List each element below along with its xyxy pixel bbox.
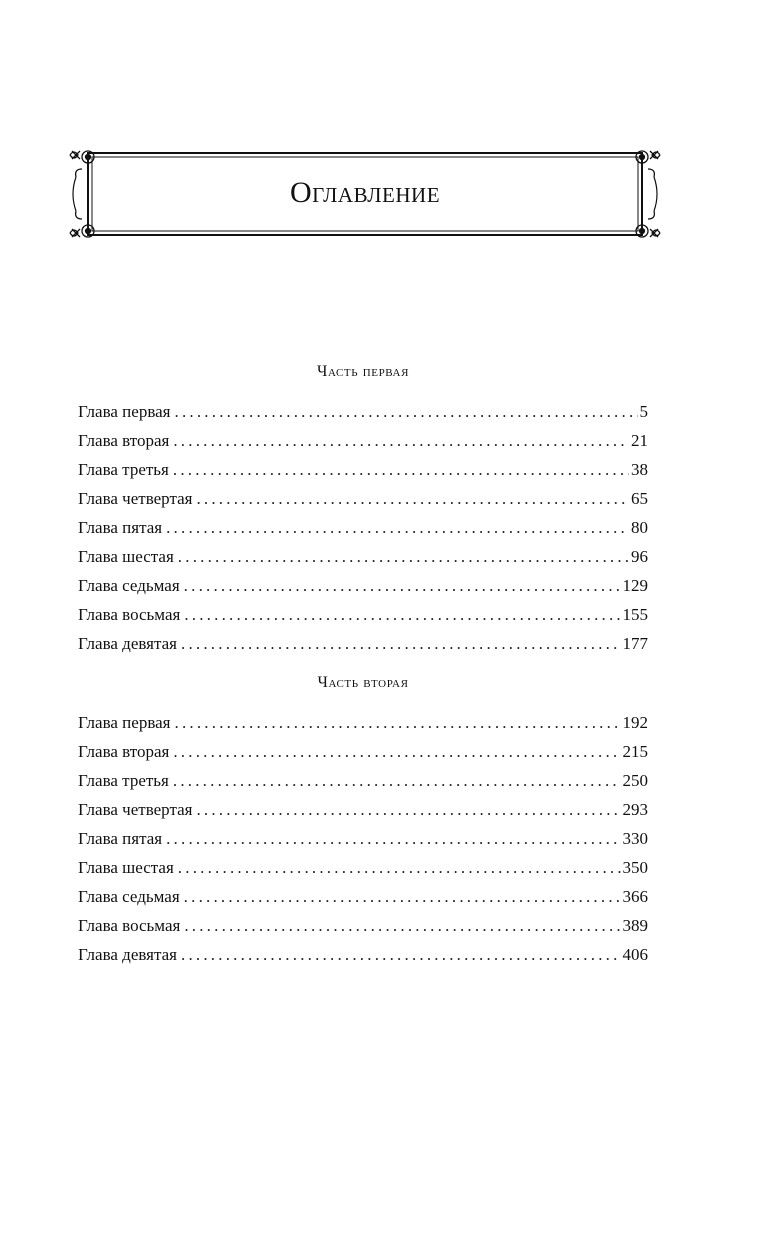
chapter-title: Глава вторая: [78, 742, 170, 761]
dot-leader: [166, 513, 629, 542]
toc-entry[interactable]: [78, 853, 648, 882]
toc-entry[interactable]: [78, 484, 648, 513]
chapter-title: Глава девятая: [78, 945, 177, 964]
toc-entry[interactable]: [78, 426, 648, 455]
page-number: 5: [639, 402, 648, 421]
page-number: 366: [622, 887, 648, 906]
toc-entry[interactable]: [78, 571, 648, 600]
ornament-corner-icon: [70, 211, 94, 237]
toc-entry[interactable]: [78, 882, 648, 911]
dot-leader: [184, 882, 621, 911]
page-number: 406: [622, 945, 648, 964]
dot-leader: [181, 940, 621, 969]
dot-leader: [173, 455, 629, 484]
toc-entry[interactable]: [78, 542, 648, 571]
chapter-title: Глава четвертая: [78, 489, 193, 508]
dot-leader: [166, 824, 620, 853]
toc-entry[interactable]: [78, 600, 648, 629]
toc-entry[interactable]: [78, 708, 648, 737]
chapter-title: Глава шестая: [78, 858, 174, 877]
page-number: 96: [631, 547, 648, 566]
toc-part-2: [78, 672, 648, 969]
page-number: 177: [622, 634, 648, 653]
dot-leader: [178, 542, 629, 571]
page-number: 250: [622, 771, 648, 790]
page-number: 330: [622, 829, 648, 848]
toc-entry[interactable]: [78, 455, 648, 484]
chapter-title: Глава шестая: [78, 547, 174, 566]
toc-list: [78, 397, 648, 658]
chapter-title: Глава пятая: [78, 829, 163, 848]
dot-leader: [173, 766, 621, 795]
chapter-title: Глава восьмая: [78, 916, 181, 935]
page-number: 21: [631, 431, 648, 450]
dot-leader: [196, 795, 620, 824]
toc-entry[interactable]: [78, 629, 648, 658]
page-number: 155: [622, 605, 648, 624]
toc-entry[interactable]: [78, 737, 648, 766]
page-number: 350: [622, 858, 648, 877]
page-number: 80: [631, 518, 648, 537]
title-frame: [68, 147, 662, 241]
dot-leader: [173, 426, 629, 455]
page-number: 293: [622, 800, 648, 819]
page-number: 215: [622, 742, 648, 761]
part-heading: Часть первая: [316, 363, 410, 380]
chapter-title: Глава третья: [78, 771, 169, 790]
dot-leader: [184, 571, 621, 600]
chapter-title: Глава девятая: [78, 634, 177, 653]
chapter-title: Глава первая: [78, 402, 171, 421]
toc-list: [78, 708, 648, 969]
dot-leader: [178, 853, 621, 882]
toc-entry[interactable]: [78, 513, 648, 542]
page-number: 38: [631, 460, 648, 479]
toc-entry[interactable]: [78, 397, 648, 426]
dot-leader: [173, 737, 620, 766]
chapter-title: Глава третья: [78, 460, 169, 479]
dot-leader: [184, 600, 620, 629]
ornament-corner-icon: [636, 211, 660, 237]
chapter-title: Глава первая: [78, 713, 171, 732]
dot-leader: [184, 911, 620, 940]
toc-entry[interactable]: [78, 824, 648, 853]
chapter-title: Глава вторая: [78, 431, 170, 450]
page-number: 65: [631, 489, 648, 508]
toc-entry[interactable]: [78, 911, 648, 940]
dot-leader: [175, 397, 638, 426]
page-number: 192: [622, 713, 648, 732]
dot-leader: [196, 484, 629, 513]
part-heading: Часть вторая: [317, 674, 409, 691]
toc-entry[interactable]: [78, 940, 648, 969]
chapter-title: Глава пятая: [78, 518, 163, 537]
chapter-title: Глава восьмая: [78, 605, 181, 624]
dot-leader: [181, 629, 621, 658]
toc-part-1: [78, 361, 648, 658]
page-title: Оглавление: [289, 176, 441, 209]
page-number: 129: [622, 576, 648, 595]
toc-entry[interactable]: [78, 795, 648, 824]
toc-entry[interactable]: [78, 766, 648, 795]
chapter-title: Глава седьмая: [78, 887, 180, 906]
page-number: 389: [622, 916, 648, 935]
chapter-title: Глава четвертая: [78, 800, 193, 819]
chapter-title: Глава седьмая: [78, 576, 180, 595]
dot-leader: [175, 708, 621, 737]
